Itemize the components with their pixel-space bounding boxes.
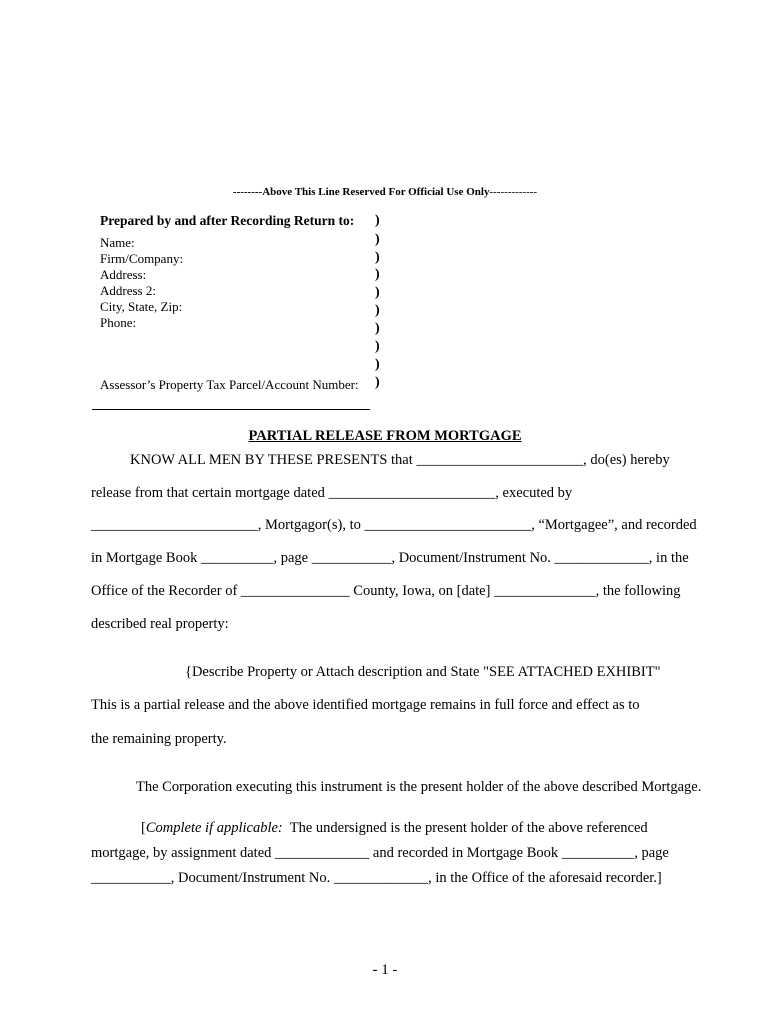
corporation-holder-statement: The Corporation executing this instrument is the present holder of the above described Mortgage. (136, 779, 702, 795)
official-use-reserved-line (0, 186, 770, 198)
property-description-placeholder: {Describe Property or Attach description and State "SEE ATTACHED EXHIBIT" (185, 664, 661, 680)
assignment-line-1: mortgage, by assignment dated _____________ and recorded in Mortgage Book __________, page (91, 845, 669, 861)
paren: ) (375, 267, 380, 282)
assignment-line-2: ___________, Document/Instrument No. _____________, in the Office of the aforesaid recorder.] (91, 870, 662, 886)
paren: ) (375, 250, 380, 265)
body-line-2: release from that certain mortgage dated _______________________, executed by (91, 485, 573, 501)
complete-if-applicable-text: The undersigned is the present holder of the above referenced (282, 820, 648, 836)
reserved-dashes-left: -------- (232, 186, 263, 198)
paren: ) (375, 357, 380, 372)
body-line-3: _______________________, Mortgagor(s), to _______________________, “Mortgagee”, and recorded (91, 517, 697, 533)
paren: ) (375, 232, 380, 247)
open-bracket: [ (141, 820, 146, 836)
partial-release-line-1: This is a partial release and the above identified mortgage remains in full force and effect as to (91, 697, 640, 713)
page-number: - 1 - (372, 962, 398, 978)
prepared-by-title: Prepared by and after Recording Return to: (100, 213, 355, 228)
body-line-6: described real property: (91, 616, 229, 632)
paren: ) (375, 339, 380, 354)
partial-release-line-2: the remaining property. (91, 731, 227, 747)
reserved-text: Above This Line Reserved For Official Use Only (262, 186, 490, 198)
complete-if-applicable-line (141, 820, 648, 837)
paren: ) (375, 285, 380, 300)
field-city-state-zip-label: City, State, Zip: (100, 299, 183, 314)
field-name-label: Name: (100, 235, 135, 250)
paren: ) (375, 375, 380, 390)
body-line-5: Office of the Recorder of _______________ County, Iowa, on [date] ______________, the following (91, 583, 681, 599)
field-address-label: Address: (100, 267, 147, 282)
reserved-dashes-right: ------------- (489, 186, 538, 198)
field-firm-label: Firm/Company: (100, 251, 184, 266)
paren: ) (375, 303, 380, 318)
field-phone-label: Phone: (100, 315, 137, 330)
paren: ) (375, 321, 380, 336)
parcel-number-label: Assessor’s Property Tax Parcel/Account Number: (100, 377, 359, 392)
signature-divider-line (92, 409, 370, 410)
complete-if-applicable-label: Complete if applicable: (145, 820, 283, 836)
body-line-1: KNOW ALL MEN BY THESE PRESENTS that _______________________, do(es) hereby (130, 452, 670, 468)
document-title: PARTIAL RELEASE FROM MORTGAGE (248, 428, 522, 444)
body-line-4: in Mortgage Book __________, page ___________, Document/Instrument No. _____________, in the (91, 550, 689, 566)
paren: ) (375, 213, 380, 228)
field-address2-label: Address 2: (100, 283, 156, 298)
